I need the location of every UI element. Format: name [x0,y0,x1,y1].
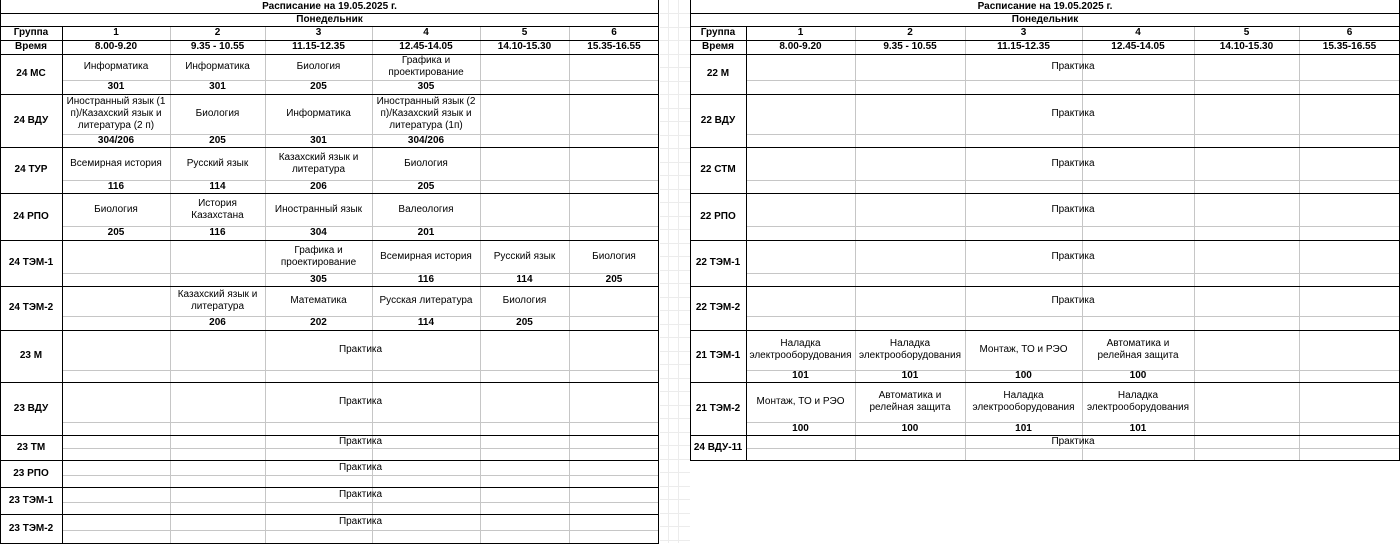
practice-label: Практика [338,435,383,447]
room-cell: 206 [209,317,226,328]
subject-cell: Казахский язык и литература [278,151,359,175]
subject-cell [569,54,659,80]
subject-cell: Всемирная история [70,157,162,169]
room-row-line [62,475,659,476]
sheet-gridline [660,54,690,55]
subject-cell: Иностранный язык (1 п)/Казахский язык и литература (2 п) [66,96,166,131]
period-number: 6 [611,27,617,38]
room-cell: 100 [792,422,809,434]
subject-cell: Монтаж, ТО и РЭО [756,396,845,407]
practice-label: Практика [1051,108,1095,119]
room-cell: 116 [417,273,435,285]
group-name: 22 ТЭМ-2 [695,302,741,313]
sheet-gridline [660,13,690,14]
sheet-gridline [660,256,690,257]
sheet-gridline [660,391,690,392]
group-name: 22 СТМ [700,164,736,175]
sheet-gridline [660,175,690,176]
room-cell: 116 [107,180,125,192]
period-time: 8.00-9.20 [94,41,138,52]
room-row-line [746,80,1400,81]
subject-cell: Графика и проектирование [388,55,464,78]
subject-cell: Монтаж, ТО и РЭО [979,344,1068,355]
sheet-gridline [660,324,690,325]
room-cell [569,226,659,240]
subject-cell [569,286,659,316]
room-cell [1299,370,1400,382]
sheet-gridline [660,270,690,271]
period-time: 8.00-9.20 [779,41,822,52]
period-time: 15.35-16.55 [587,41,641,52]
room-row-line [62,422,659,423]
subject-cell [480,193,569,226]
room-cell [1299,422,1400,435]
subject-cell: Валеология [398,203,454,215]
room-row-line [746,273,1400,274]
schedule-title: Расписание на 19.05.2025 г. [262,0,397,12]
subject-cell: Информатика [83,61,149,72]
sheet-gridline [660,405,690,406]
sheet-gridline [660,432,690,433]
subject-cell [170,240,265,273]
sheet-gridline [660,94,690,95]
subject-cell: Биология [592,250,636,262]
sheet-gridline [660,81,690,82]
subject-cell: Иностранный язык [274,203,363,215]
sheet-gridline [660,148,690,149]
sheet-gridline [660,283,690,284]
room-cell [569,134,659,147]
period-number: 2 [214,27,221,38]
room-row-line [746,448,1400,449]
sheet-gridline [660,162,690,163]
time-header: Время [15,41,47,52]
subject-cell: Наладка электрооборудования [749,338,852,361]
group-name: 24 ВДУ-11 [693,441,743,453]
subject-cell [1299,330,1400,370]
sheet-gridline [678,0,679,543]
room-cell [569,180,659,193]
period-time: 9.35 - 10.55 [883,41,937,52]
sheet-gridline [660,472,690,473]
subject-cell: Всемирная история [380,250,472,262]
subject-cell: Математика [290,295,347,306]
period-number: 1 [113,27,119,38]
sheet-gridline [660,229,690,230]
group-name: 24 ТУР [14,164,48,175]
practice-label: Практика [1051,250,1095,262]
room-row-line [62,502,659,503]
subject-cell [1194,382,1299,422]
subject-cell: Русская литература [379,295,473,306]
room-cell: 114 [516,273,533,285]
subject-cell: Казахский язык и литература [177,289,258,312]
room-cell: 205 [605,273,623,285]
group-header: Группа [700,27,736,38]
subject-cell [569,193,659,226]
subject-cell: Наладка электрооборудования [972,390,1075,413]
room-row-line [746,316,1400,317]
practice-label: Практика [1051,157,1095,169]
group-name: 24 МС [16,68,46,79]
sheet-gridline [660,121,690,122]
subject-cell: Русский язык [493,250,556,262]
subject-cell [1194,330,1299,370]
sheet-gridline [660,486,690,487]
sheet-gridline [660,459,690,460]
period-time: 15.35-16.55 [1322,41,1377,52]
period-number: 6 [1346,27,1353,38]
practice-label: Практика [338,488,383,500]
schedule-title: Расписание на 19.05.2025 г. [977,0,1113,12]
subject-cell [62,286,170,316]
room-cell: 114 [209,180,226,192]
group-name: 24 ВДУ [13,114,49,126]
day-label: Понедельник [1011,13,1079,25]
sheet-gridline [660,27,690,28]
period-time: 9.35 - 10.55 [190,41,245,52]
subject-cell: Наладка электрооборудования [1086,390,1190,413]
room-cell [569,316,659,330]
group-name: 21 ТЭМ-2 [695,402,741,414]
sheet-gridline [660,108,690,109]
period-number: 4 [1135,27,1141,38]
room-cell: 100 [901,422,919,434]
practice-label: Практика [338,344,383,355]
sheet-gridline [660,418,690,419]
room-cell [170,273,265,286]
room-cell: 205 [107,227,125,238]
subject-cell: Наладка электрооборудования [858,338,962,361]
room-cell: 101 [1129,422,1147,434]
subject-cell: Биология [195,108,240,119]
group-name: 23 ВДУ [13,402,49,414]
subject-cell: Иностранный язык (2 п)/Казахский язык и литература (1п) [376,96,476,131]
period-time: 14.10-15.30 [497,41,552,52]
room-row-line [746,180,1400,181]
practice-label: Практика [338,396,383,407]
sheet-gridline [660,216,690,217]
room-cell: 100 [1015,370,1032,381]
period-number: 3 [1020,27,1027,38]
room-cell [1194,422,1299,435]
sheet-gridline [660,364,690,365]
practice-label: Практика [1051,435,1095,447]
room-cell: 304/206 [407,134,445,146]
period-time: 11.15-12.35 [292,41,345,52]
subject-cell: Биология [94,203,138,215]
sheet-gridline [660,189,690,190]
room-cell: 202 [310,317,327,328]
room-cell: 101 [901,370,919,381]
subject-cell [569,147,659,180]
sheet-gridline [660,351,690,352]
period-number: 2 [907,27,913,38]
room-cell: 205 [310,81,327,92]
sheet-gridline [660,135,690,136]
subject-cell [480,94,569,134]
room-cell: 101 [1015,422,1032,434]
group-name: 24 ТЭМ-1 [8,257,54,268]
room-cell [1194,370,1299,382]
practice-label: Практика [338,461,383,473]
group-row-line [690,460,1400,461]
period-time: 12.45-14.05 [1111,41,1165,52]
day-label: Понедельник [296,13,363,25]
sheet-gridline [660,67,690,68]
room-cell: 206 [310,180,327,192]
room-cell: 304/206 [97,134,135,146]
room-cell [480,134,569,147]
room-cell: 205 [209,134,226,146]
room-cell: 301 [209,81,226,92]
room-row-line [62,370,659,371]
room-cell [480,226,569,240]
room-cell: 301 [310,134,327,146]
subject-cell: Информатика [185,61,250,72]
subject-cell [480,147,569,180]
period-number: 4 [423,27,429,38]
sheet-gridline [660,378,690,379]
sheet-gridline [660,526,690,527]
subject-cell: Автоматика и релейная защита [1097,338,1179,361]
practice-label: Практика [1051,203,1095,215]
room-row-line [746,134,1400,135]
subject-cell: История Казахстана [191,197,244,221]
sheet-gridline [660,310,690,311]
room-cell: 301 [107,81,125,92]
period-number: 5 [1243,27,1250,38]
group-name: 22 РПО [700,210,736,222]
group-name: 24 РПО [13,210,49,222]
group-name: 23 РПО [13,467,49,479]
sheet-gridline [660,40,690,41]
room-cell: 205 [417,180,435,192]
time-header: Время [702,41,734,52]
subject-cell: Биология [296,61,341,72]
room-cell: 201 [417,227,435,238]
group-name: 21 ТЭМ-1 [695,350,741,361]
room-cell: 305 [417,81,435,92]
period-time: 11.15-12.35 [997,41,1050,52]
group-header: Группа [13,27,49,38]
subject-cell [1299,382,1400,422]
sheet-gridline [660,513,690,514]
practice-label: Практика [1051,61,1095,72]
group-name: 23 ТМ [16,441,46,453]
sheet-gridline [660,540,690,541]
period-number: 3 [315,27,322,38]
subject-cell [62,240,170,273]
room-cell: 116 [209,227,226,238]
subject-cell: Информатика [286,108,351,119]
room-row-line [62,448,659,449]
period-time: 14.10-15.30 [1219,41,1274,52]
room-cell: 100 [1129,370,1147,381]
room-cell [62,273,170,286]
period-number: 5 [521,27,528,38]
sheet-gridline [660,202,690,203]
group-name: 22 М [706,68,730,79]
group-name: 22 ВДУ [700,114,736,126]
period-time: 12.45-14.05 [399,41,453,52]
room-cell [480,180,569,193]
subject-cell: Биология [404,157,448,169]
room-cell [62,316,170,330]
sheet-gridline [660,243,690,244]
sheet-gridline [660,499,690,500]
period-number: 1 [797,27,804,38]
sheet-gridline [660,297,690,298]
subject-cell: Русский язык [186,157,249,169]
sheet-gridline [660,337,690,338]
subject-cell: Биология [502,295,547,306]
practice-label: Практика [1051,295,1095,306]
room-cell: 205 [516,317,533,328]
group-name: 23 ТЭМ-1 [8,494,54,506]
room-row-line [746,226,1400,227]
room-cell: 304 [310,227,327,238]
group-name: 24 ТЭМ-2 [8,302,54,313]
room-cell [569,80,659,94]
group-name: 23 ТЭМ-2 [8,522,54,534]
subject-cell: Графика и проектирование [280,244,357,268]
room-cell [480,80,569,94]
subject-cell: Автоматика и релейная защита [869,390,951,413]
room-cell: 114 [417,317,435,328]
sheet-gridline [668,0,669,543]
sheet-gridline [660,445,690,446]
room-cell: 305 [310,273,327,285]
group-name: 23 М [19,350,43,361]
group-name: 22 ТЭМ-1 [695,257,741,268]
subject-cell [569,94,659,134]
practice-label: Практика [338,516,383,527]
room-cell: 101 [792,370,809,381]
room-row-line [62,530,659,531]
subject-cell [480,54,569,80]
